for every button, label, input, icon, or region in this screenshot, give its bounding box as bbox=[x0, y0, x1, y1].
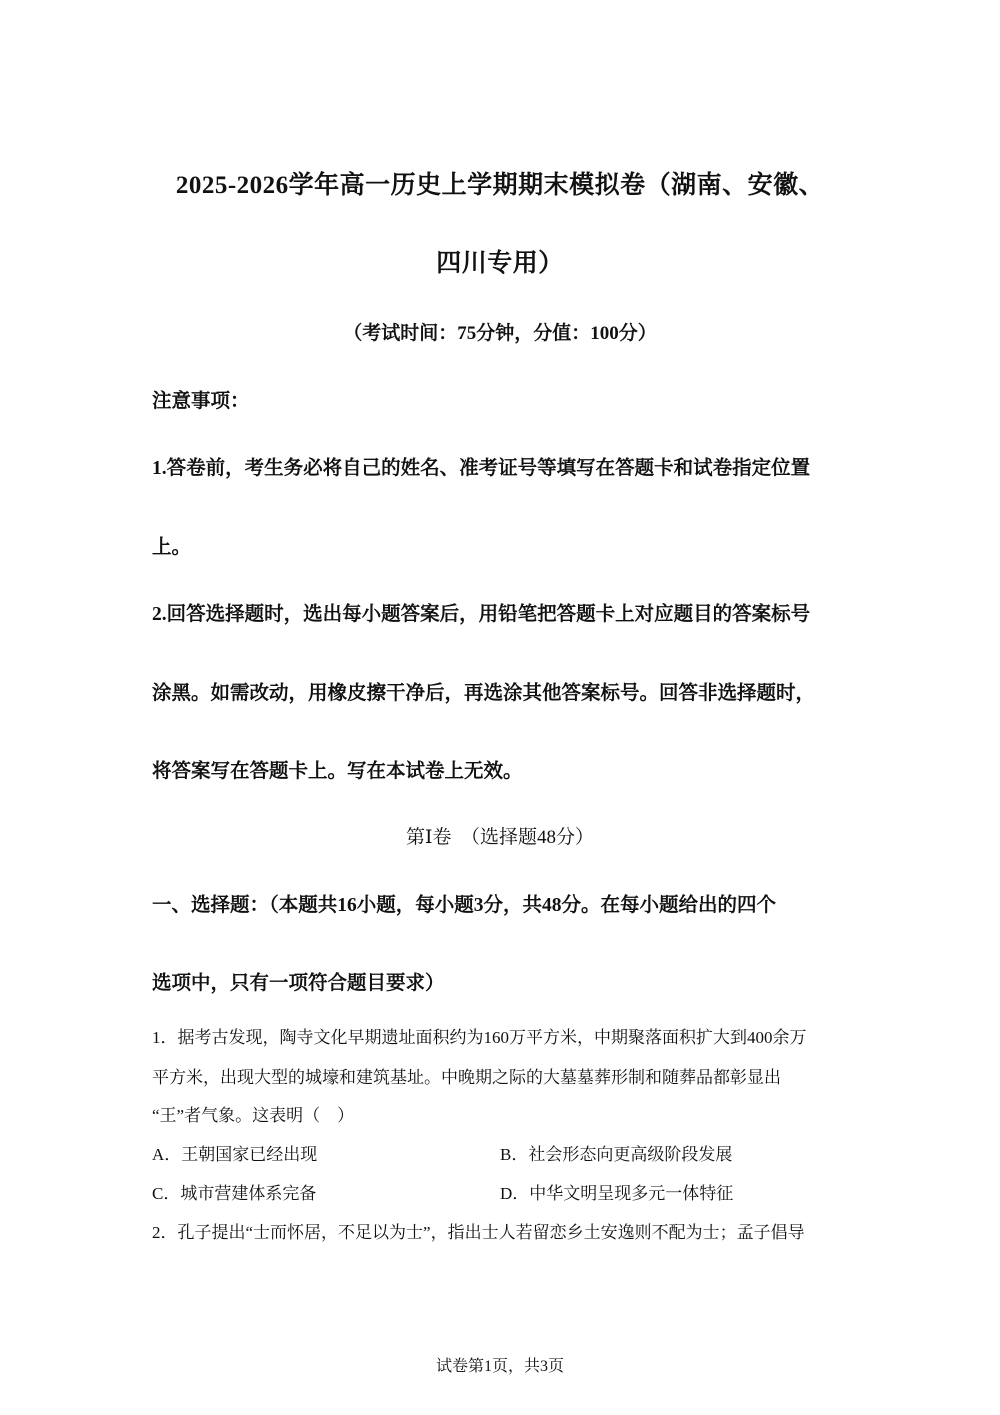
question-1-option-c: C．城市营建体系完备 bbox=[152, 1184, 317, 1203]
exam-title-line-1: 2025-2026学年高一历史上学期期末模拟卷（湖南、安徽、 bbox=[175, 172, 825, 199]
notice-item-2-line-1: 2.回答选择题时，选出每小题答案后，用铅笔把答题卡上对应题目的答案标号 bbox=[152, 604, 811, 625]
notice-item-1-line-1: 1.答卷前，考生务必将自己的姓名、准考证号等填写在答题卡和试卷指定位置 bbox=[152, 458, 811, 479]
section-1-heading-line-2: 选项中，只有一项符合题目要求） bbox=[152, 973, 445, 994]
question-1-option-a: A．王朝国家已经出现 bbox=[152, 1145, 318, 1164]
section-1-heading-line-1: 一、选择题：（本题共16小题，每小题3分，共48分。在每小题给出的四个 bbox=[152, 895, 777, 916]
question-2-line-1: 2．孔子提出“士而怀居，不足以为士”，指出士人若留恋乡土安逸则不配为士；孟子倡导 bbox=[152, 1223, 805, 1242]
question-1-line-2: 平方米，出现大型的城壕和建筑基址。中晚期之际的大墓墓葬形制和随葬品都彰显出 bbox=[152, 1068, 781, 1087]
question-1-line-1: 1．据考古发现，陶寺文化早期遗址面积约为160万平方米，中期聚落面积扩大到400余万 bbox=[152, 1028, 807, 1047]
part-1-title: 第Ⅰ卷 （选择题48分） bbox=[405, 827, 594, 848]
notice-item-1-line-2: 上。 bbox=[152, 537, 192, 558]
notice-heading: 注意事项： bbox=[152, 391, 250, 412]
page-footer: 试卷第1页，共3页 bbox=[435, 1358, 564, 1375]
question-1-option-d: D．中华文明呈现多元一体特征 bbox=[500, 1184, 734, 1203]
question-1-option-b: B．社会形态向更高级阶段发展 bbox=[500, 1145, 733, 1164]
exam-info: （考试时间：75分钟，分值：100分） bbox=[343, 323, 657, 344]
exam-title-line-2: 四川专用） bbox=[436, 250, 564, 277]
question-1-line-3: “王”者气象。这表明（ ） bbox=[152, 1106, 355, 1125]
notice-item-2-line-3: 将答案写在答题卡上。写在本试卷上无效。 bbox=[152, 761, 523, 782]
notice-item-2-line-2: 涂黑。如需改动，用橡皮擦干净后，再选涂其他答案标号。回答非选择题时， bbox=[152, 683, 816, 704]
